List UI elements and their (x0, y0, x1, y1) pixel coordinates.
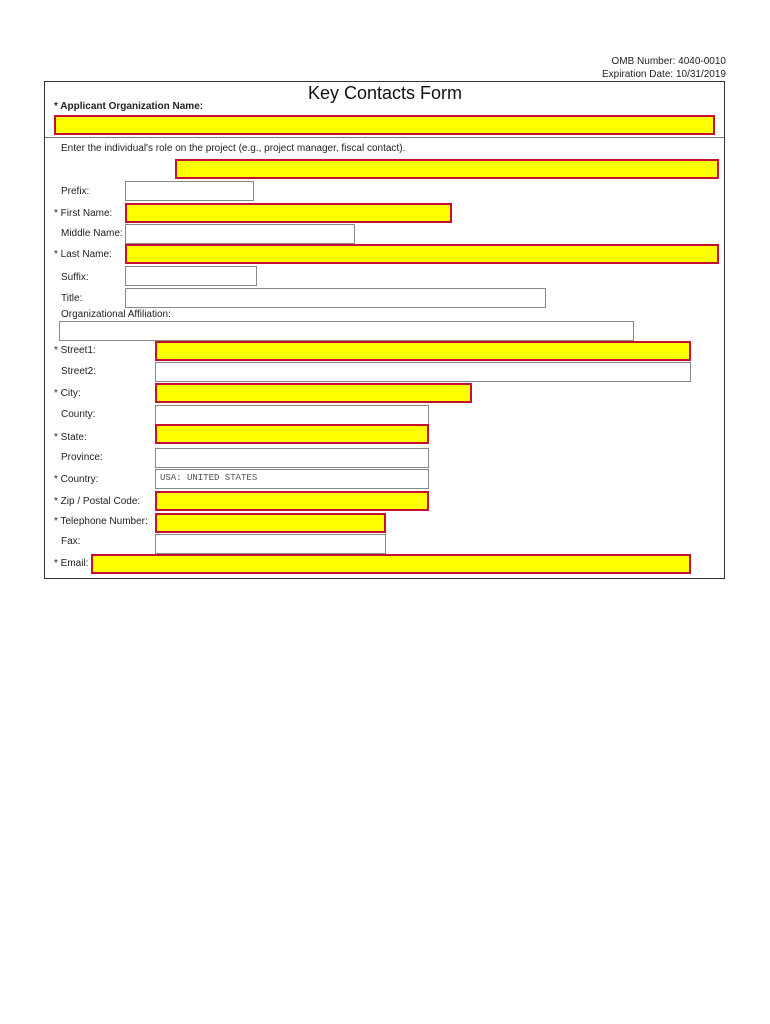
middle-name-input[interactable] (125, 224, 355, 244)
suffix-input[interactable] (125, 266, 257, 286)
city-label: * City: (54, 388, 81, 399)
title-label: Title: (61, 293, 83, 304)
omb-number: OMB Number: 4040-0010 (611, 56, 726, 67)
applicant-org-input[interactable] (54, 115, 715, 135)
telephone-label: * Telephone Number: (54, 516, 148, 527)
section-divider (45, 137, 724, 138)
street2-input[interactable] (155, 362, 691, 382)
applicant-org-label: * Applicant Organization Name: (54, 101, 204, 112)
zip-label: * Zip / Postal Code: (54, 496, 141, 507)
province-label: Province: (61, 452, 103, 463)
zip-input[interactable] (155, 491, 429, 511)
email-input[interactable] (91, 554, 691, 574)
county-label: County: (61, 409, 96, 420)
middle-name-label: Middle Name: (61, 228, 123, 239)
street1-label: * Street1: (54, 345, 96, 356)
county-input[interactable] (155, 405, 429, 425)
province-input[interactable] (155, 448, 429, 468)
state-label: * State: (54, 432, 87, 443)
omb-info (602, 56, 726, 81)
prefix-label: Prefix: (61, 186, 90, 197)
org-affiliation-input[interactable] (59, 321, 634, 341)
prefix-input[interactable] (125, 181, 254, 201)
state-select[interactable] (155, 424, 429, 444)
title-input[interactable] (125, 288, 546, 308)
first-name-label: * First Name: (54, 208, 113, 219)
street2-label: Street2: (61, 366, 97, 377)
fax-input[interactable] (155, 534, 386, 554)
expiration-date: Expiration Date: 10/31/2019 (602, 68, 726, 80)
suffix-label: Suffix: (61, 272, 89, 283)
country-label: * Country: (54, 474, 99, 485)
first-name-input[interactable] (125, 203, 452, 223)
last-name-label: * Last Name: (54, 249, 112, 260)
city-input[interactable] (155, 383, 472, 403)
role-instruction: Enter the individual's role on the project (e.g., project manager, fiscal contact). (61, 143, 406, 154)
email-label: * Email: (54, 558, 89, 569)
org-affiliation-label: Organizational Affiliation: (61, 309, 171, 320)
last-name-input[interactable] (125, 244, 719, 264)
telephone-input[interactable] (155, 513, 386, 533)
role-input[interactable] (175, 159, 719, 179)
street1-input[interactable] (155, 341, 691, 361)
country-select[interactable]: USA: UNITED STATES (155, 469, 429, 489)
form-title: Key Contacts Form (307, 83, 463, 103)
fax-label: Fax: (61, 536, 81, 547)
